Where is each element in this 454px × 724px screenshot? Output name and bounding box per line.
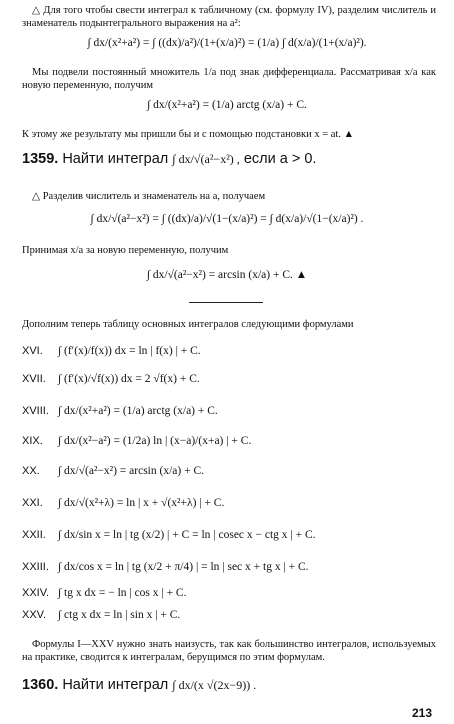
formula-row: XVI. ∫ (f′(x)/f(x)) dx = ln | f(x) | + C.	[22, 345, 201, 357]
formula-row: XX. ∫ dx/√(a²−x²) = arcsin (x/a) + C.	[22, 465, 204, 477]
formula-row: XVII. ∫ (f′(x)/√f(x)) dx = 2 √f(x) + C.	[22, 373, 200, 385]
problem-text: Найти интеграл	[62, 151, 169, 167]
formula-row: XXI. ∫ dx/√(x²+λ) = ln | x + √(x²+λ) | + C.	[22, 497, 225, 509]
formula-1359-1: ∫ dx/√(a²−x²) = ∫ ((dx)/a)/√(1−(x/a)²) = ∫ d(x/a)/√(1−(x/a)²) .	[90, 213, 364, 225]
problem-1360-heading	[22, 676, 256, 694]
formula-row: XXIII. ∫ dx/cos x = ln | tg (x/2 + π/4) | = ln | sec x + tg x | + C.	[22, 561, 309, 573]
problem-1359-solution-2: Принимая x/a за новую переменную, получим	[22, 245, 229, 256]
problem-1359-heading	[22, 150, 316, 168]
table-intro: Дополним теперь таблицу основных интегралов следующими формулами	[22, 319, 354, 330]
formula-intro-1: ∫ dx/(x²+a²) = ∫ ((dx)/a²)/(1+(x/a)²) = (1/a) ∫ d(x/a)/(1+(x/a)²).	[87, 37, 367, 49]
formula-row: XXII. ∫ dx/sin x = ln | tg (x/2) | + C = ln | cosec x − ctg x | + C.	[22, 529, 316, 541]
intro-paragraph-1: △ Для того чтобы свести интеграл к табличному (см. формулу IV), разделим числитель и знаменатель подынтегрального выражения на a²:	[22, 5, 436, 30]
problem-text: Найти интеграл	[62, 677, 169, 693]
closing-paragraph: Формулы I—XXV нужно знать наизусть, так как большинство интегралов, используемых на практике, сводится к интегралам, берущимся по этим формулам.	[22, 639, 436, 664]
page-number: 213	[411, 706, 432, 720]
formula-row: XVIII. ∫ dx/(x²+a²) = (1/a) arctg (x/a) + C.	[22, 405, 218, 417]
formula-row: XIX. ∫ dx/(x²−a²) = (1/2a) ln | (x−a)/(x+a) | + C.	[22, 435, 252, 447]
formula-row: XXV. ∫ ctg x dx = ln | sin x | + C.	[22, 609, 181, 621]
problem-integral: ∫ dx/√(a²−x²) ,	[172, 152, 240, 166]
intro-paragraph-2: Мы подвели постоянный множитель 1/a под знак дифференциала. Рассматривая x/a как новую переменную, получим	[22, 67, 436, 92]
problem-number: 1360.	[22, 677, 59, 693]
intro-paragraph-3: К этому же результату мы пришли бы и с помощью подстановки x = at. ▲	[22, 129, 354, 140]
section-divider	[189, 302, 263, 303]
formula-1359-2: ∫ dx/√(a²−x²) = arcsin (x/a) + C. ▲	[146, 269, 308, 281]
formula-intro-2: ∫ dx/(x²+a²) = (1/a) arctg (x/a) + C.	[147, 99, 307, 111]
problem-condition: если a > 0.	[243, 151, 317, 167]
formula-row: XXIV. ∫ tg x dx = − ln | cos x | + C.	[22, 587, 187, 599]
problem-integral: ∫ dx/(x √(2x−9)) .	[172, 678, 257, 692]
problem-number: 1359.	[22, 151, 59, 167]
problem-1359-solution-1: △ Разделив числитель и знаменатель на a, получаем	[32, 191, 266, 202]
